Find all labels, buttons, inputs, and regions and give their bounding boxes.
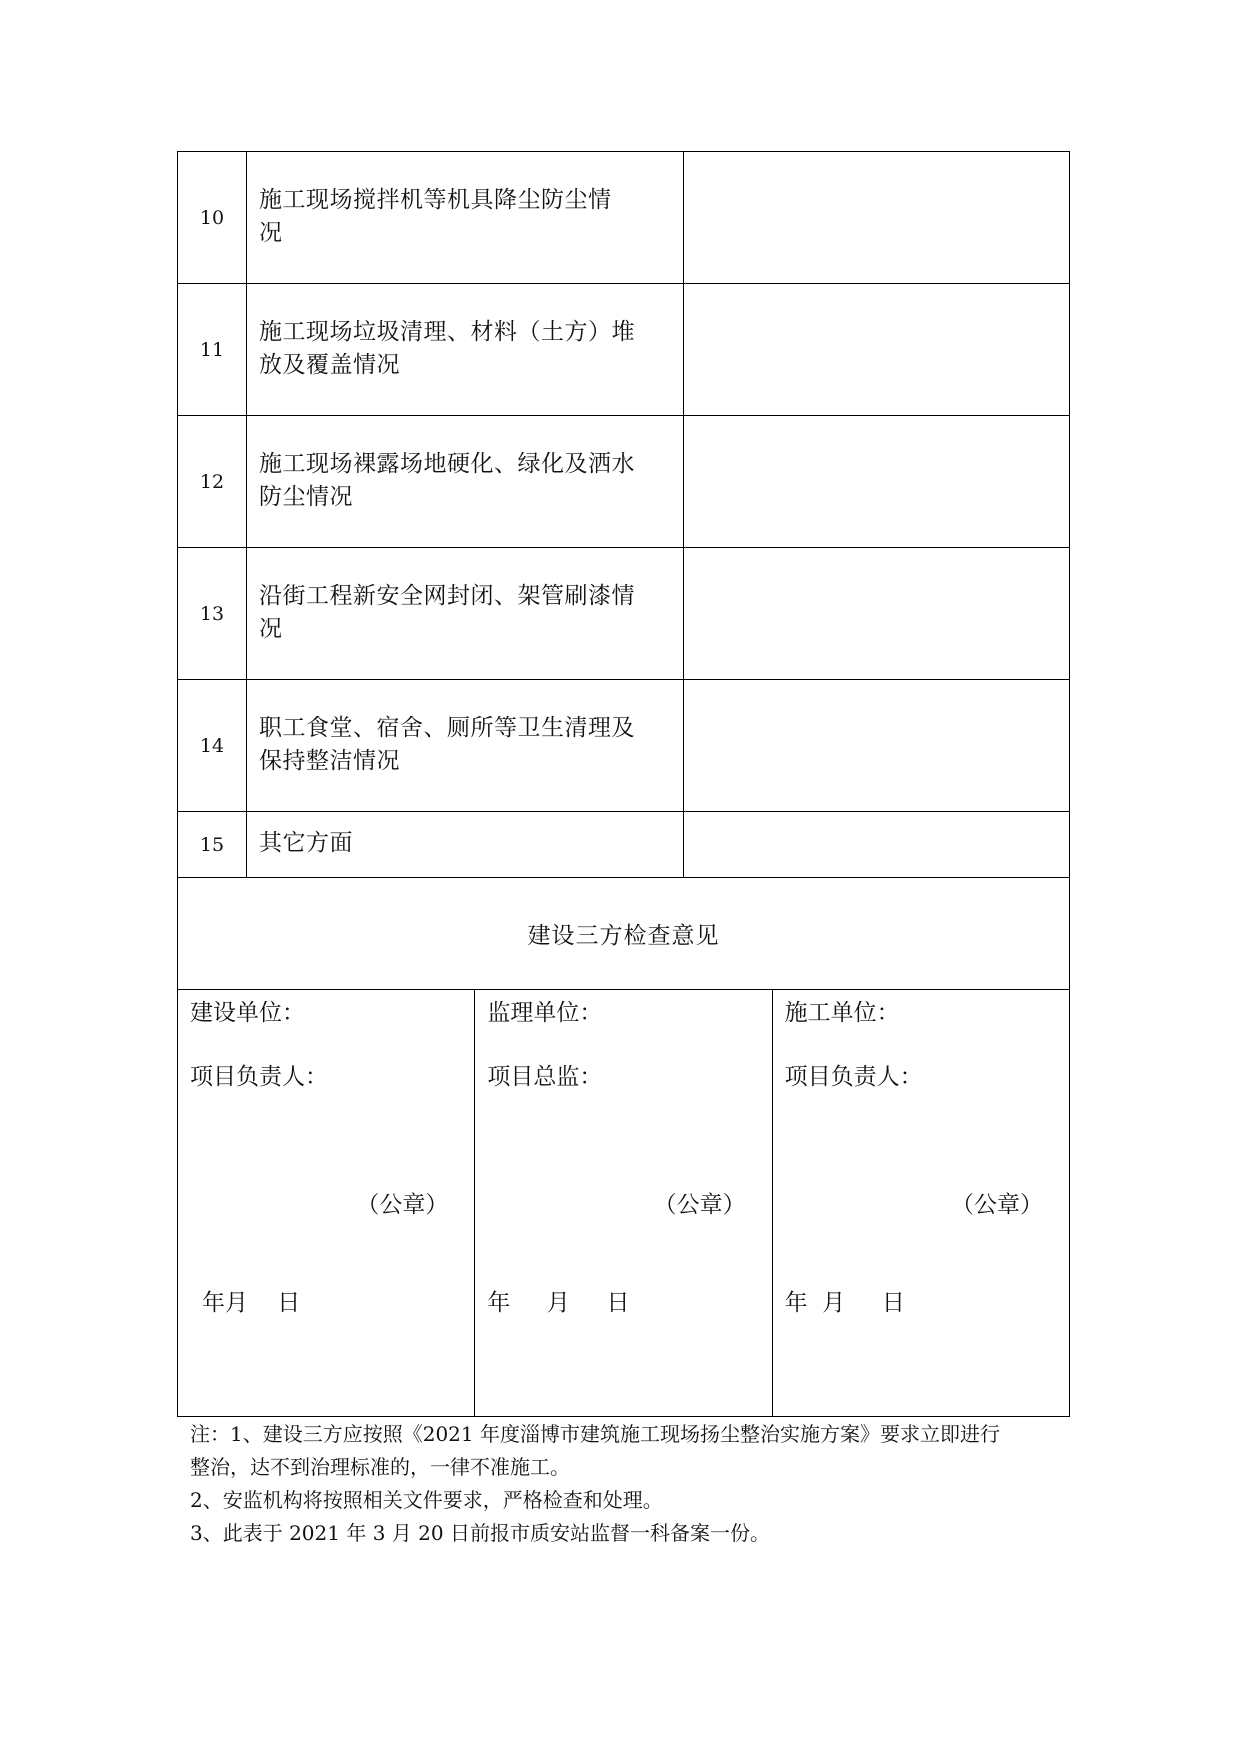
item-description: 施工现场搅拌机等机具降尘防尘情 况 [247,152,684,284]
party-leader-label: 项目总监： [487,1064,603,1090]
party-supervision-unit [474,990,771,1416]
note-line: 2、安监机构将按照相关文件要求，严格检查和处理。 [190,1488,663,1512]
party-seal-label: （公章） [950,1192,1043,1218]
opinion-section-title [177,878,1070,990]
item-description: 施工现场裸露场地硬化、绿化及洒水 防尘情况 [247,416,684,548]
item-number: 10 [178,152,247,284]
party-date-label: 年月 日 [202,1290,301,1316]
table-row [178,152,1070,284]
party-seal-label: （公章） [653,1192,746,1218]
party-contractor-unit [772,990,1069,1416]
item-number: 12 [178,416,247,548]
party-construction-unit [178,990,474,1416]
item-result-cell[interactable] [684,152,1070,284]
party-seal-label: （公章） [356,1192,449,1218]
party-unit-label: 施工单位： [784,1000,900,1026]
table-row [178,416,1070,548]
item-number: 13 [178,548,247,680]
table-row [178,812,1070,878]
party-leader-label: 项目负责人： [784,1064,923,1090]
signature-section [177,990,1070,1417]
table-row [178,680,1070,812]
party-unit-label: 监理单位： [487,1000,603,1026]
inspection-form [177,151,1070,1417]
party-date-label: 年 月 日 [487,1290,630,1316]
item-description: 职工食堂、宿舍、厕所等卫生清理及 保持整洁情况 [247,680,684,812]
table-row [178,284,1070,416]
inspection-items-table [177,151,1070,878]
item-description: 其它方面 [247,812,684,878]
item-description: 施工现场垃圾清理、材料（土方）堆 放及覆盖情况 [247,284,684,416]
item-number: 15 [178,812,247,878]
item-result-cell[interactable] [684,548,1070,680]
note-line: 整治，达不到治理标准的，一律不准施工。 [190,1455,570,1479]
party-leader-label: 项目负责人： [190,1064,328,1090]
note-line: 3、此表于 2021 年 3 月 20 日前报市质安站监督一科备案一份。 [190,1521,770,1545]
item-result-cell[interactable] [684,812,1070,878]
table-row [178,548,1070,680]
item-number: 14 [178,680,247,812]
note-line: 注：1、建设三方应按照《2021 年度淄博市建筑施工现场扬尘整治实施方案》要求立即进行 [190,1422,1000,1446]
item-number: 11 [178,284,247,416]
item-result-cell[interactable] [684,416,1070,548]
item-result-cell[interactable] [684,284,1070,416]
party-unit-label: 建设单位： [190,1000,305,1026]
party-date-label: 年 月 日 [784,1290,905,1316]
opinion-title-text: 建设三方检查意见 [527,923,720,949]
item-description: 沿街工程新安全网封闭、架管刷漆情 况 [247,548,684,680]
notes-section [190,1418,1070,1550]
item-result-cell[interactable] [684,680,1070,812]
